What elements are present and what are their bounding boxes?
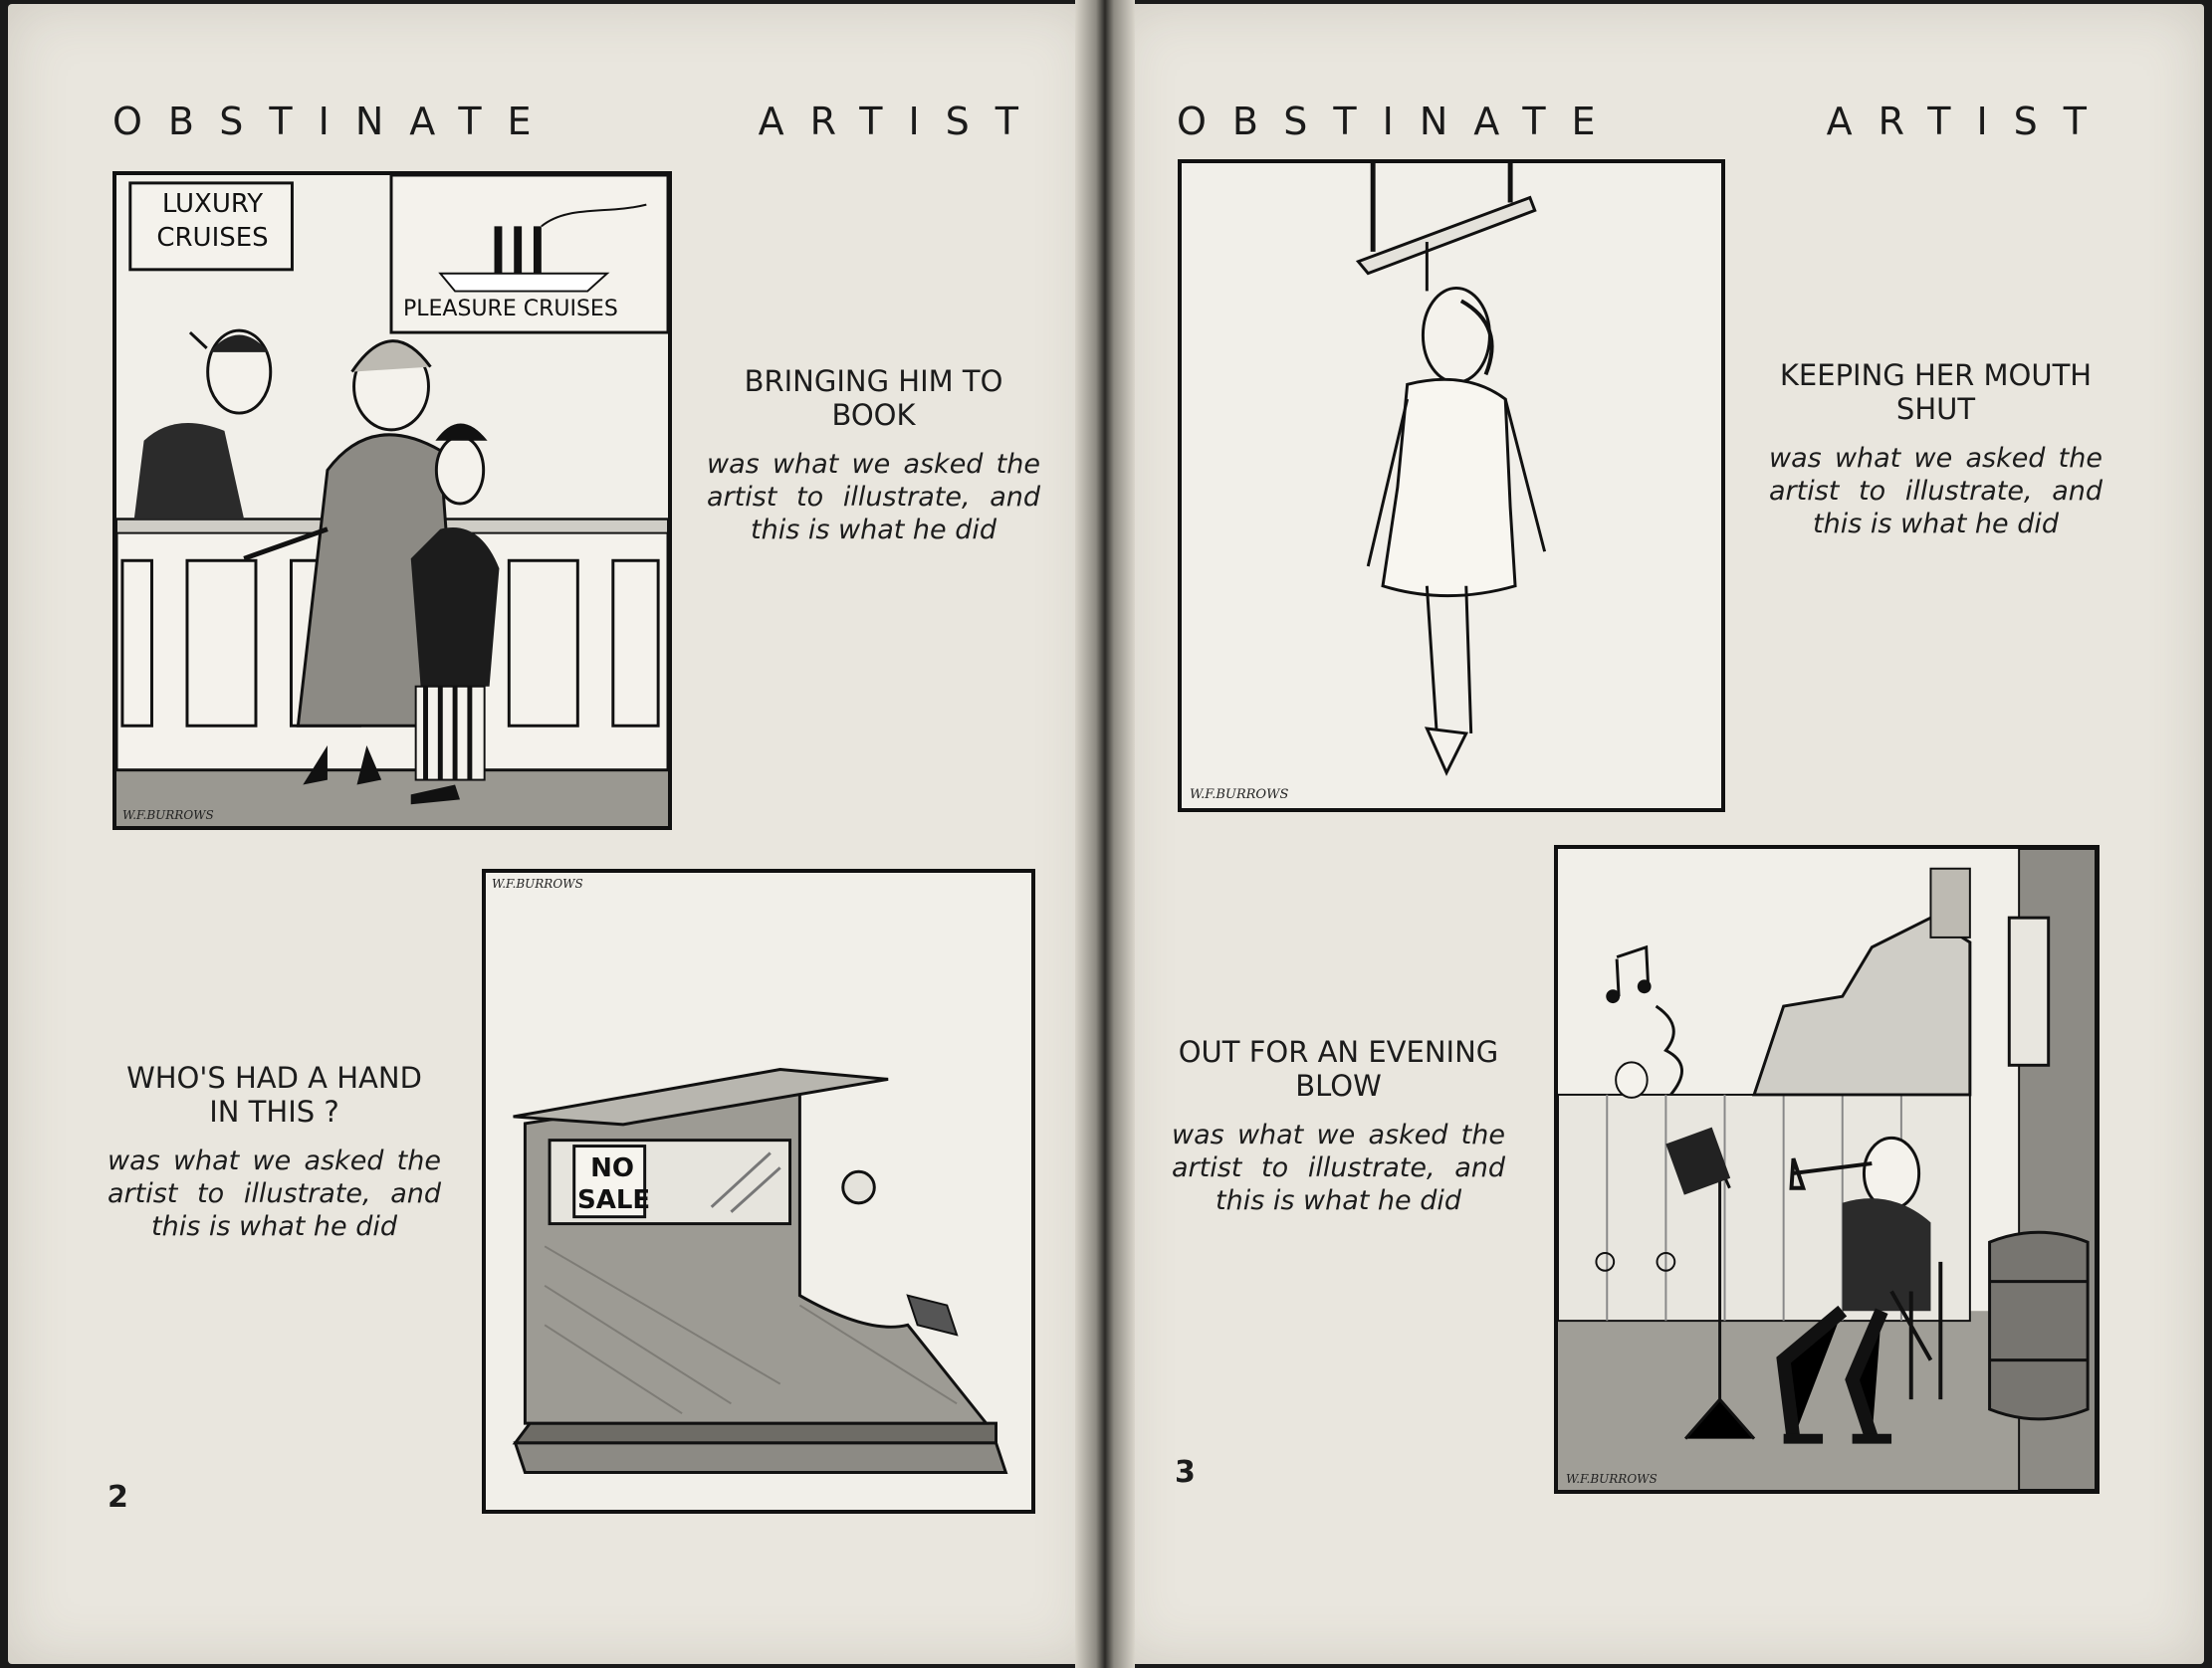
sign-line: CRUISES xyxy=(156,223,269,253)
sign-line: NO xyxy=(590,1153,634,1183)
caption-out-for-an-evening-blow xyxy=(1172,1035,1505,1217)
running-head-word-artist: ARTIST xyxy=(1826,100,2112,143)
sign-line: SALE xyxy=(577,1185,651,1215)
cartoon-travel-agency xyxy=(112,171,672,830)
cartoon-trapeze-woman xyxy=(1178,159,1725,812)
cartoon-signature: W.F.BURROWS xyxy=(1190,787,1289,802)
no-sale-sign xyxy=(577,1152,651,1216)
caption-keeping-her-mouth-shut xyxy=(1769,358,2102,540)
right-running-head xyxy=(1177,100,2112,143)
sign-line: LUXURY xyxy=(161,189,264,219)
cartoon-signature: W.F.BURROWS xyxy=(122,808,214,822)
caption-title: OUT FOR AN EVENING BLOW xyxy=(1178,1035,1499,1103)
caption-body: was what we asked the artist to illustrate, and this is what he did xyxy=(1172,1120,1505,1216)
book-gutter xyxy=(1075,0,1135,1668)
caption-body: was what we asked the artist to illustrate, and this is what he did xyxy=(707,449,1040,545)
cartoon-cash-register xyxy=(482,869,1035,1514)
caption-body: was what we asked the artist to illustrate, and this is what he did xyxy=(108,1146,441,1242)
cartoon-signature: W.F.BURROWS xyxy=(492,877,583,891)
page-number-left: 2 xyxy=(108,1480,128,1515)
caption-bringing-him-to-book xyxy=(707,364,1040,546)
running-head-word-obstinate: OBSTINATE xyxy=(1177,100,1622,143)
cartoon-trumpeter xyxy=(1554,845,2100,1494)
caption-title: KEEPING HER MOUTH SHUT xyxy=(1779,358,2093,426)
running-head-word-obstinate: OBSTINATE xyxy=(112,100,557,143)
caption-title: WHO'S HAD A HAND IN THIS ? xyxy=(126,1061,422,1129)
running-head-word-artist: ARTIST xyxy=(758,100,1044,143)
luxury-cruises-sign xyxy=(130,187,295,255)
left-running-head xyxy=(112,100,1044,143)
page-number-right: 3 xyxy=(1175,1455,1196,1490)
caption-body: was what we asked the artist to illustrate, and this is what he did xyxy=(1769,443,2102,539)
cartoon-signature: W.F.BURROWS xyxy=(1566,1472,1658,1486)
caption-title: BRINGING HIM TO BOOK xyxy=(744,364,1003,432)
pleasure-cruises-poster-label: PLEASURE CRUISES xyxy=(403,297,618,321)
caption-whos-had-a-hand xyxy=(108,1061,441,1243)
